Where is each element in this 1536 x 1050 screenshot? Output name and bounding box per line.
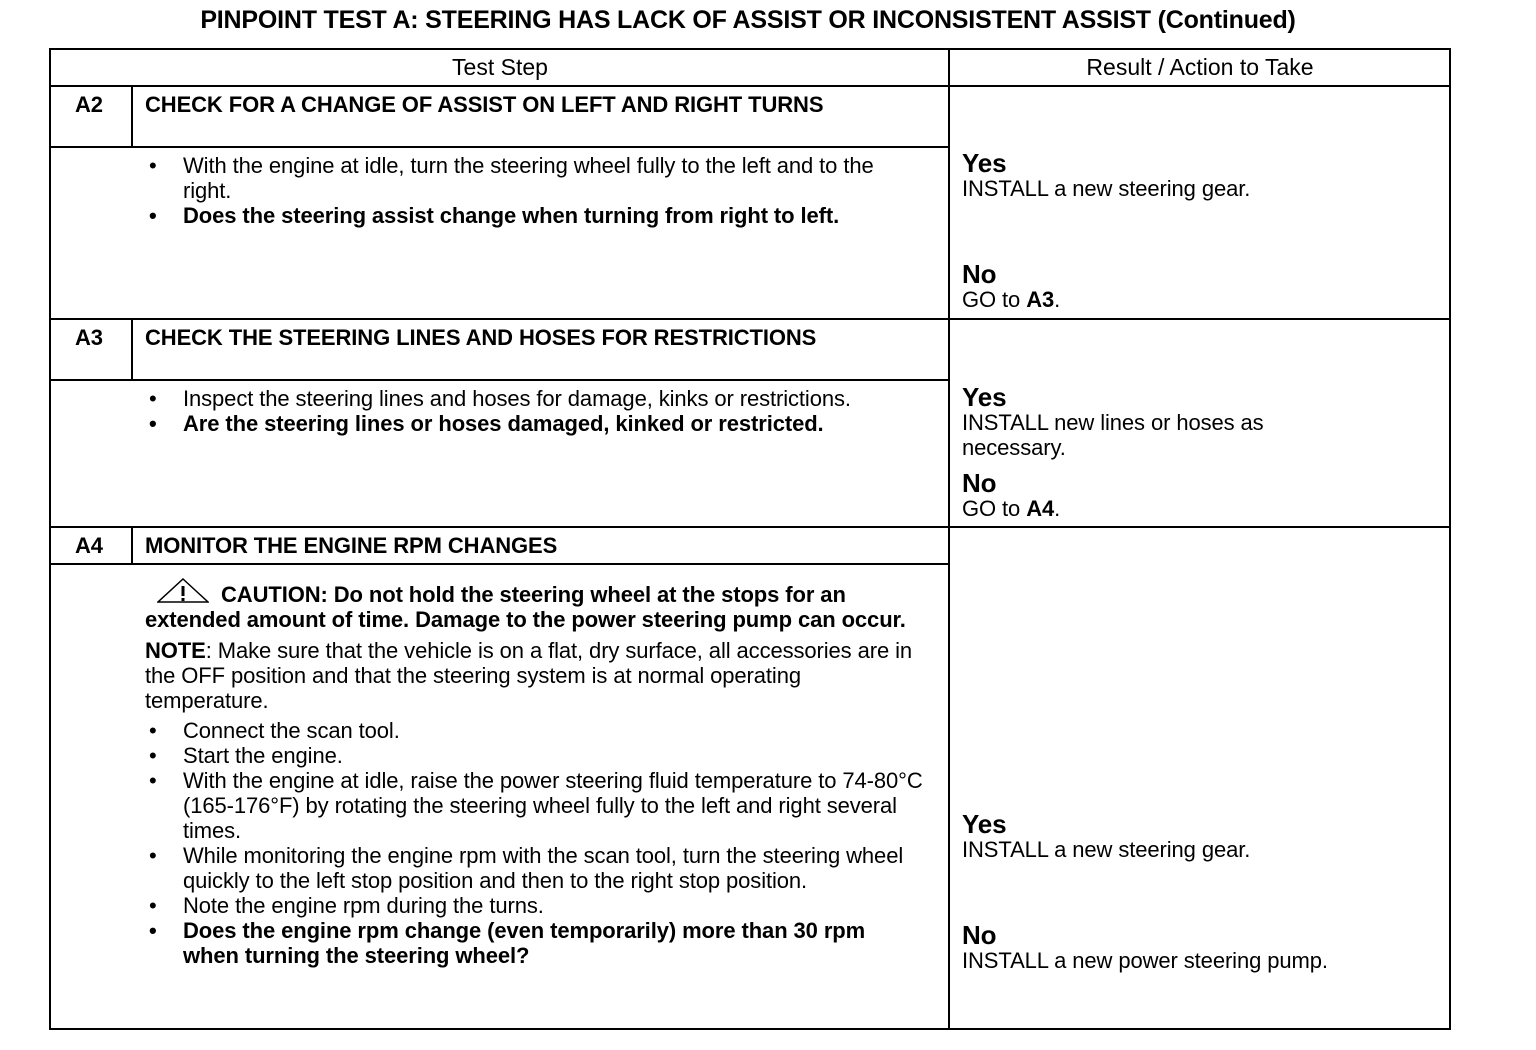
result-yes — [962, 384, 1362, 460]
list-item: • Start the engine. — [147, 743, 925, 768]
step-heading: CHECK FOR A CHANGE OF ASSIST ON LEFT AND RIGHT TURNS — [145, 92, 824, 117]
column-divider — [948, 50, 950, 1028]
row-divider — [51, 379, 949, 381]
header-test-step: Test Step — [452, 54, 548, 80]
no-label: No — [962, 468, 997, 498]
caution-text: CAUTION: Do not hold the steering wheel at the stops for an extended amount of time. Damage to the power steering pump can occur. — [145, 582, 925, 632]
id-divider — [131, 319, 133, 380]
step-id: A2 — [75, 92, 103, 117]
pinpoint-test-table — [49, 48, 1451, 1030]
row-divider — [51, 146, 949, 148]
step-heading: MONITOR THE ENGINE RPM CHANGES — [145, 533, 558, 558]
note-text: NOTE: Make sure that the vehicle is on a flat, dry surface, all accessories are in the OFF position and that the steering system is at normal operating temperature. — [145, 638, 913, 713]
list-item: • While monitoring the engine rpm with the scan tool, turn the steering wheel quickly to the left stop position and then to the right stop position. — [147, 843, 925, 893]
yes-label: Yes — [962, 148, 1007, 178]
id-divider — [131, 86, 133, 147]
no-action: GO to A4. — [962, 496, 1061, 521]
yes-label: Yes — [962, 382, 1007, 412]
result-yes — [962, 150, 1432, 201]
list-item: • With the engine at idle, turn the steering wheel fully to the left and to the right. — [147, 153, 907, 203]
list-item: • Connect the scan tool. — [147, 718, 925, 743]
row-divider — [51, 563, 949, 565]
no-label: No — [962, 920, 997, 950]
step-id: A4 — [75, 533, 103, 558]
yes-action: INSTALL new lines or hoses as necessary. — [962, 410, 1264, 460]
step-id: A3 — [75, 325, 103, 350]
list-item: • Inspect the steering lines and hoses for damage, kinks or restrictions. — [147, 386, 867, 411]
header-result: Result / Action to Take — [1086, 54, 1314, 80]
step-link[interactable]: A3 — [1026, 287, 1055, 312]
step-body — [145, 582, 925, 968]
row-divider — [51, 318, 1449, 320]
result-yes — [962, 811, 1432, 862]
result-no — [962, 261, 1432, 312]
id-divider — [131, 527, 133, 564]
page-title: PINPOINT TEST A: STEERING HAS LACK OF ASSIST OR INCONSISTENT ASSIST (Continued) — [200, 6, 1296, 34]
step-bullets — [145, 718, 925, 968]
yes-action: INSTALL a new steering gear. — [962, 176, 1251, 201]
yes-label: Yes — [962, 809, 1007, 839]
step-bullets — [147, 153, 907, 228]
step-link[interactable]: A4 — [1026, 496, 1055, 521]
no-label: No — [962, 259, 997, 289]
step-heading: CHECK THE STEERING LINES AND HOSES FOR RESTRICTIONS — [145, 325, 817, 350]
list-item: • Does the steering assist change when turning from right to left. — [147, 203, 907, 228]
list-item: • Are the steering lines or hoses damaged, kinked or restricted. — [147, 411, 867, 436]
no-action: GO to A3. — [962, 287, 1061, 312]
list-item: • Does the engine rpm change (even temporarily) more than 30 rpm when turning the steering wheel? — [147, 918, 925, 968]
row-divider — [51, 526, 1449, 528]
result-no — [962, 470, 1432, 521]
warning-triangle-icon — [157, 578, 209, 604]
step-bullets — [147, 386, 867, 436]
result-no — [962, 922, 1432, 973]
yes-action: INSTALL a new steering gear. — [962, 837, 1251, 862]
row-divider — [51, 85, 1449, 87]
list-item: • Note the engine rpm during the turns. — [147, 893, 925, 918]
no-action: INSTALL a new power steering pump. — [962, 948, 1328, 973]
list-item: • With the engine at idle, raise the power steering fluid temperature to 74-80°C (165-176°F) by rotating the steering wheel fully to the left and right several times. — [147, 768, 925, 843]
